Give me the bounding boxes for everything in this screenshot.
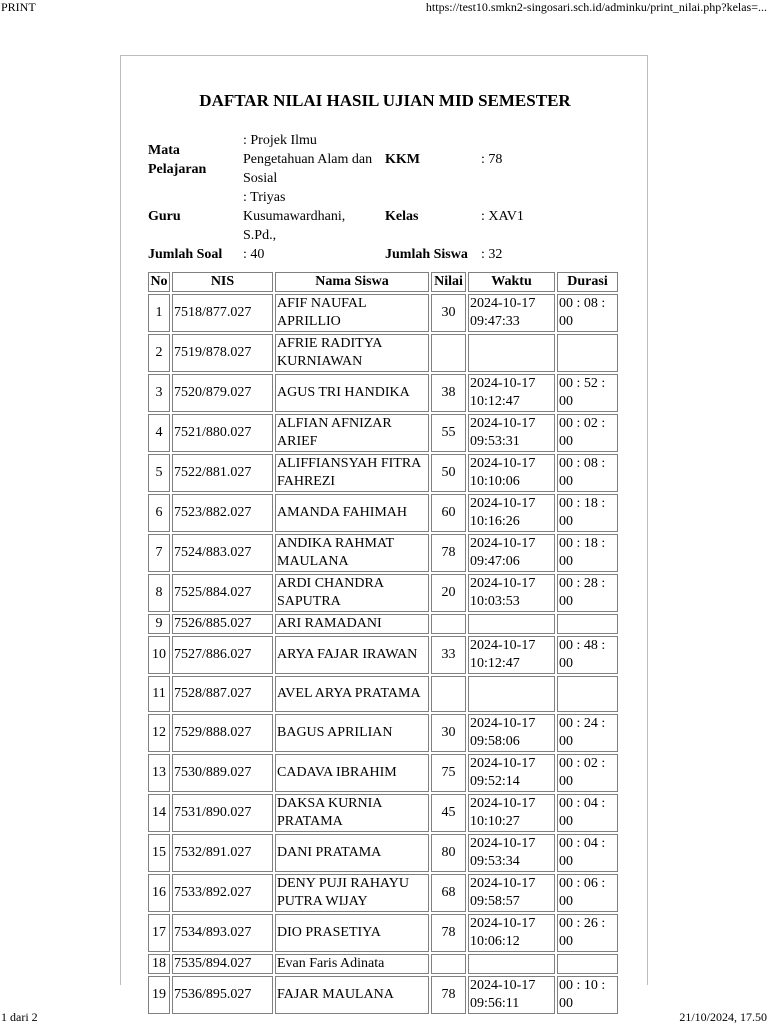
table-row [148, 374, 618, 412]
table-row [148, 614, 618, 634]
score-table-body [148, 294, 618, 1014]
cell-nama: DIO PRASETIYA [275, 914, 429, 952]
cell-nilai: 78 [431, 976, 466, 1014]
cell-nilai: 78 [431, 914, 466, 952]
cell-no: 15 [148, 834, 170, 872]
cell-nilai [431, 614, 466, 634]
cell-nilai: 78 [431, 534, 466, 572]
cell-nis: 7530/889.027 [172, 754, 273, 792]
cell-nilai: 20 [431, 574, 466, 612]
cell-nilai: 68 [431, 874, 466, 912]
cell-nama: Evan Faris Adinata [275, 954, 429, 974]
cell-no: 18 [148, 954, 170, 974]
cell-nis: 7534/893.027 [172, 914, 273, 952]
table-row [148, 954, 618, 974]
cell-no: 12 [148, 714, 170, 752]
cell-nis: 7533/892.027 [172, 874, 273, 912]
cell-nilai: 75 [431, 754, 466, 792]
cell-nama: ARI RAMADANI [275, 614, 429, 634]
table-row [148, 676, 618, 712]
cell-waktu: 2024-10-17 09:52:14 [468, 754, 555, 792]
cell-nama: DANI PRATAMA [275, 834, 429, 872]
cell-nama: CADAVA IBRAHIM [275, 754, 429, 792]
cell-no: 7 [148, 534, 170, 572]
table-row [148, 976, 618, 1014]
cell-durasi: 00 : 24 : 00 [557, 714, 618, 752]
table-row [148, 294, 618, 332]
cell-durasi: 00 : 08 : 00 [557, 294, 618, 332]
cell-waktu: 2024-10-17 09:47:06 [468, 534, 555, 572]
cell-no: 1 [148, 294, 170, 332]
cell-waktu: 2024-10-17 10:06:12 [468, 914, 555, 952]
jumlah-siswa-value: : 32 [481, 247, 503, 262]
cell-durasi [557, 676, 618, 712]
cell-nama: ALIFFIANSYAH FITRA FAHREZI [275, 454, 429, 492]
cell-waktu: 2024-10-17 10:16:26 [468, 494, 555, 532]
table-row [148, 794, 618, 832]
table-row [148, 914, 618, 952]
cell-no: 11 [148, 676, 170, 712]
kelas-value: : XAV1 [481, 209, 524, 224]
cell-nilai: 55 [431, 414, 466, 452]
cell-nama: ANDIKA RAHMAT MAULANA [275, 534, 429, 572]
kkm-label: KKM [385, 152, 420, 167]
cell-nis: 7536/895.027 [172, 976, 273, 1014]
cell-nama: DAKSA KURNIA PRATAMA [275, 794, 429, 832]
cell-no: 2 [148, 334, 170, 372]
cell-nis: 7518/877.027 [172, 294, 273, 332]
cell-nis: 7532/891.027 [172, 834, 273, 872]
cell-waktu: 2024-10-17 09:53:34 [468, 834, 555, 872]
cell-waktu [468, 954, 555, 974]
cell-durasi: 00 : 02 : 00 [557, 414, 618, 452]
table-row [148, 534, 618, 572]
table-row [148, 636, 618, 674]
score-table-header [148, 272, 618, 292]
print-frame [120, 55, 648, 1011]
cell-nis: 7525/884.027 [172, 574, 273, 612]
cell-durasi: 00 : 10 : 00 [557, 976, 618, 1014]
cell-waktu: 2024-10-17 09:53:31 [468, 414, 555, 452]
cell-no: 14 [148, 794, 170, 832]
cell-nis: 7519/878.027 [172, 334, 273, 372]
page-footer-datetime: 21/10/2024, 17.50 [679, 1010, 767, 1024]
cell-waktu: 2024-10-17 10:12:47 [468, 374, 555, 412]
cell-durasi: 00 : 26 : 00 [557, 914, 618, 952]
cell-nis: 7527/886.027 [172, 636, 273, 674]
cell-no: 9 [148, 614, 170, 634]
cell-nama: ARDI CHANDRA SAPUTRA [275, 574, 429, 612]
cell-waktu: 2024-10-17 09:58:06 [468, 714, 555, 752]
cell-nama: BAGUS APRILIAN [275, 714, 429, 752]
cell-durasi: 00 : 02 : 00 [557, 754, 618, 792]
col-header-no: No [148, 272, 170, 292]
col-header-nilai: Nilai [431, 272, 466, 292]
cell-durasi: 00 : 18 : 00 [557, 494, 618, 532]
cell-no: 10 [148, 636, 170, 674]
table-row [148, 834, 618, 872]
cell-durasi: 00 : 06 : 00 [557, 874, 618, 912]
guru-label: Guru [148, 209, 181, 224]
cell-nama: AVEL ARYA PRATAMA [275, 676, 429, 712]
cell-durasi: 00 : 18 : 00 [557, 534, 618, 572]
cell-nis: 7526/885.027 [172, 614, 273, 634]
cell-nama: DENY PUJI RAHAYU PUTRA WIJAY [275, 874, 429, 912]
cell-no: 6 [148, 494, 170, 532]
table-row [148, 714, 618, 752]
cell-waktu [468, 614, 555, 634]
col-header-waktu: Waktu [468, 272, 555, 292]
score-table [146, 270, 620, 1016]
page-footer-pagination: 1 dari 2 [1, 1010, 38, 1024]
cell-waktu: 2024-10-17 10:10:06 [468, 454, 555, 492]
cell-nama: AMANDA FAHIMAH [275, 494, 429, 532]
cell-durasi [557, 614, 618, 634]
table-row [148, 874, 618, 912]
table-row [148, 414, 618, 452]
cell-nilai: 80 [431, 834, 466, 872]
cell-nis: 7522/881.027 [172, 454, 273, 492]
kelas-label: Kelas [385, 209, 419, 224]
cell-no: 8 [148, 574, 170, 612]
col-header-nama: Nama Siswa [275, 272, 429, 292]
cell-nis: 7528/887.027 [172, 676, 273, 712]
cell-durasi: 00 : 08 : 00 [557, 454, 618, 492]
cell-durasi: 00 : 04 : 00 [557, 834, 618, 872]
cell-no: 13 [148, 754, 170, 792]
col-header-durasi: Durasi [557, 272, 618, 292]
cell-nilai: 60 [431, 494, 466, 532]
cell-nama: AGUS TRI HANDIKA [275, 374, 429, 412]
cell-nis: 7523/882.027 [172, 494, 273, 532]
page-header-url: https://test10.smkn2-singosari.sch.id/adminku/print_nilai.php?kelas=... [425, 0, 767, 14]
cell-waktu: 2024-10-17 10:12:47 [468, 636, 555, 674]
page-title: DAFTAR NILAI HASIL UJIAN MID SEMESTER [199, 91, 571, 110]
cell-durasi [557, 954, 618, 974]
table-row [148, 334, 618, 372]
cell-durasi [557, 334, 618, 372]
cell-nilai: 33 [431, 636, 466, 674]
cell-waktu [468, 334, 555, 372]
cell-waktu: 2024-10-17 09:56:11 [468, 976, 555, 1014]
cell-no: 5 [148, 454, 170, 492]
cell-nis: 7521/880.027 [172, 414, 273, 452]
cell-nama: FAJAR MAULANA [275, 976, 429, 1014]
jumlah-soal-value: : 40 [243, 247, 265, 262]
cell-nilai: 50 [431, 454, 466, 492]
cell-durasi: 00 : 28 : 00 [557, 574, 618, 612]
cell-waktu: 2024-10-17 10:03:53 [468, 574, 555, 612]
cell-nis: 7529/888.027 [172, 714, 273, 752]
cell-no: 3 [148, 374, 170, 412]
cell-nilai: 38 [431, 374, 466, 412]
kkm-value: : 78 [481, 152, 503, 167]
page-header-left: PRINT [1, 0, 36, 14]
table-row [148, 574, 618, 612]
guru-value: : Triyas Kusumawardhani, S.Pd., [243, 190, 346, 243]
cell-nilai: 45 [431, 794, 466, 832]
cell-nama: ARYA FAJAR IRAWAN [275, 636, 429, 674]
mapel-label: Mata Pelajaran [148, 142, 207, 177]
cell-nilai [431, 334, 466, 372]
table-row [148, 454, 618, 492]
table-row [148, 754, 618, 792]
cell-nilai [431, 954, 466, 974]
cell-no: 19 [148, 976, 170, 1014]
mapel-value: : Projek Ilmu Pengetahuan Alam dan Sosial [243, 133, 373, 186]
cell-durasi: 00 : 52 : 00 [557, 374, 618, 412]
cell-nama: AFIF NAUFAL APRILLIO [275, 294, 429, 332]
cell-nis: 7524/883.027 [172, 534, 273, 572]
cell-no: 17 [148, 914, 170, 952]
cell-no: 16 [148, 874, 170, 912]
cell-waktu: 2024-10-17 09:47:33 [468, 294, 555, 332]
cell-waktu: 2024-10-17 09:58:57 [468, 874, 555, 912]
cell-nama: ALFIAN AFNIZAR ARIEF [275, 414, 429, 452]
cell-nis: 7531/890.027 [172, 794, 273, 832]
cell-waktu [468, 676, 555, 712]
cell-nis: 7520/879.027 [172, 374, 273, 412]
cell-no: 4 [148, 414, 170, 452]
cell-nilai: 30 [431, 714, 466, 752]
jumlah-soal-label: Jumlah Soal [148, 247, 223, 262]
exam-info-table [146, 131, 539, 264]
jumlah-siswa-label: Jumlah Siswa [385, 247, 468, 262]
cell-durasi: 00 : 48 : 00 [557, 636, 618, 674]
cell-nilai: 30 [431, 294, 466, 332]
cell-waktu: 2024-10-17 10:10:27 [468, 794, 555, 832]
table-row [148, 494, 618, 532]
col-header-nis: NIS [172, 272, 273, 292]
cell-durasi: 00 : 04 : 00 [557, 794, 618, 832]
cell-nilai [431, 676, 466, 712]
cell-nis: 7535/894.027 [172, 954, 273, 974]
cell-nama: AFRIE RADITYA KURNIAWAN [275, 334, 429, 372]
